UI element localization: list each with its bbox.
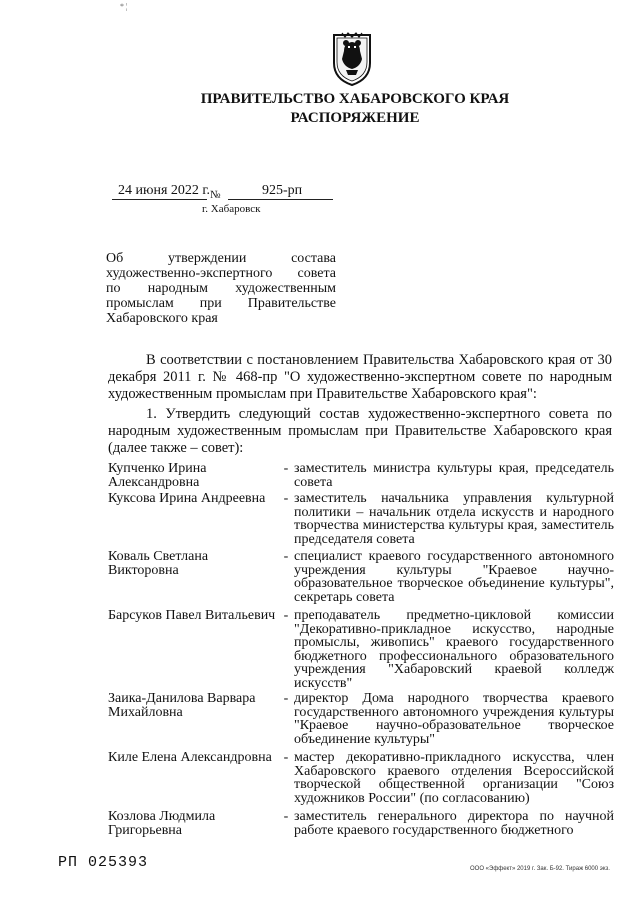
member-position: директор Дома народного творчества краевого государственного автономного учреждения культуры "Краевое научно-образовательное творческое объединение культуры" xyxy=(294,691,614,747)
subject-line: Об утверждении состава xyxy=(106,251,336,266)
member-name: Купченко Ирина Александровна xyxy=(108,461,207,490)
number-sign: № xyxy=(210,189,221,201)
member-dash: - xyxy=(283,691,289,706)
member-name: Киле Елена Александровна xyxy=(108,750,272,765)
member-dash: - xyxy=(283,491,289,506)
document-type: РАСПОРЯЖЕНИЕ xyxy=(290,110,420,126)
member-dash: - xyxy=(283,809,289,824)
member-name: Куксова Ирина Андреевна xyxy=(108,491,266,506)
number-underline xyxy=(228,199,333,200)
date-underline xyxy=(112,199,207,200)
preamble-paragraph: В соответствии с постановлением Правительства Хабаровского края от 30 декабря 2011 г. № 468-пр "О художественно-экспертном совете по народным художественным промыслам при Правительстве Хабаровского края": xyxy=(108,352,612,402)
member-name: Козлова Людмила Григорьевна xyxy=(108,809,216,838)
member-name: Барсуков Павел Витальевич xyxy=(108,608,276,623)
government-title: ПРАВИТЕЛЬСТВО ХАБАРОВСКОГО КРАЯ xyxy=(200,91,510,107)
member-name: Коваль Светлана Викторовна xyxy=(108,549,209,578)
member-position: специалист краевого государственного автономного учреждения культуры "Краевое научно-образовательное творческое объединение культуры", секретарь совета xyxy=(294,549,614,605)
member-position: заместитель начальника управления культурной политики – начальник отдела искусств и народного творчества министерства культуры края, заместитель председателя совета xyxy=(294,491,614,547)
scan-mark: * ¦ xyxy=(120,2,128,11)
member-position: заместитель министра культуры края, председатель совета xyxy=(294,461,614,490)
printing-info: ООО «Эффект» 2019 г. Зак. Б-92. Тираж 6000 экз. xyxy=(470,866,610,872)
member-position: заместитель генерального директора по научной работе краевого государственного бюджетного xyxy=(294,809,614,838)
member-position: мастер декоративно-прикладного искусства, член Хабаровского краевого отделения Всероссийской творческой общественной организации "Союз художников России" (по согласованию) xyxy=(294,750,614,806)
member-dash: - xyxy=(283,750,289,765)
document-city: г. Хабаровск xyxy=(202,203,261,215)
document-date: 24 июня 2022 г. xyxy=(118,183,211,198)
member-dash: - xyxy=(283,608,289,623)
subject-line: художественно-экспертного совета xyxy=(106,266,336,281)
item-1-paragraph: 1. Утвердить следующий состав художественно-экспертного совета по народным художественным промыслам при Правительстве Хабаровского края (далее также – совет): xyxy=(108,406,612,456)
member-dash: - xyxy=(283,461,289,476)
member-name: Заика-Данилова Варвара Михайловна xyxy=(108,691,256,720)
subject-line: по народным художественным xyxy=(106,281,336,296)
member-position: преподаватель предметно-цикловой комиссии "Декоративно-прикладное искусство, народные промыслы, живопись" краевого государственного бюджетного профессионального образовательного учреждения "Хабаровский краевой колледж искусств" xyxy=(294,608,614,691)
subject-line: промыслам при Правительстве xyxy=(106,296,336,311)
document-subject xyxy=(106,251,336,326)
document-number: 925-рп xyxy=(262,183,303,198)
form-serial-number: РП 025393 xyxy=(58,854,149,871)
member-dash: - xyxy=(283,549,289,564)
subject-line: Хабаровского края xyxy=(106,311,218,326)
coat-of-arms-icon xyxy=(330,31,374,87)
